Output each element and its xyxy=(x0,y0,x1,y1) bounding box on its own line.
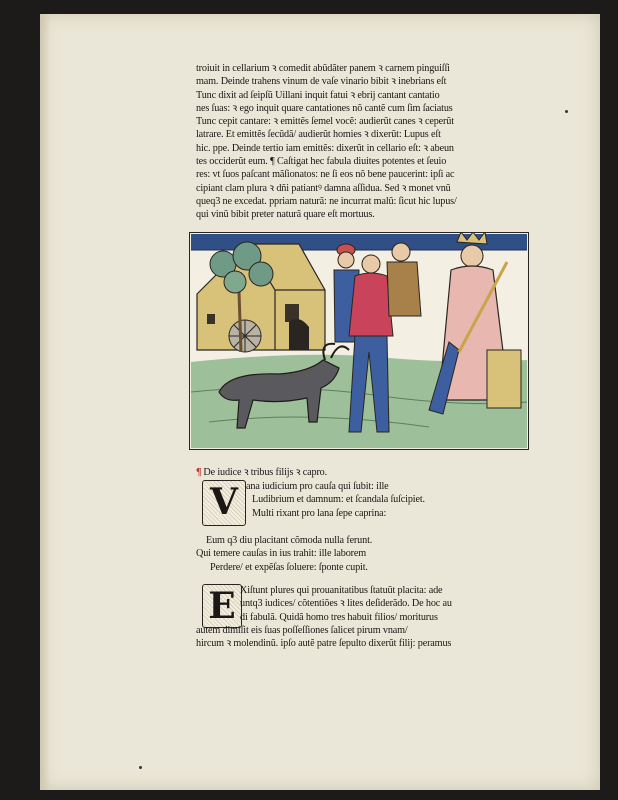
text-line: nes ſuas: ꝛ ego inquit quare cantationes nõ cantẽ cum ſim ſaciatus xyxy=(196,102,453,114)
verse-line: Qui temere cauſas in ius trahit: ille laborem xyxy=(196,548,367,560)
top-text-block xyxy=(196,62,540,222)
prose-line: Xiſtunt plures qui prouanitatibus ſtatuũt placita: ade xyxy=(240,585,443,596)
prose-line: autem dimiſit eis ſuas poſſeſſiones ſalicet pirum vnam/ xyxy=(196,625,408,636)
text-line: latrare. Et emittẽs ſecũdã/ audierũt homies ꝛ dixerũt: Lupus eſt xyxy=(196,129,441,141)
text-line: troiuit in cellarium ꝛ comedit abũdãter panem ꝛ carnem pinguiſſi xyxy=(196,63,450,74)
prose-line: untq3 iudices/ cõtentiões ꝛ lites deſiderãdo. De hoc au xyxy=(240,598,452,610)
verse-line: Ludibrium et damnum: et ſcandala ſuſcipiet. xyxy=(252,494,425,506)
section-title: De iudice ꝛ tribus filijs ꝛ capro. xyxy=(203,467,328,478)
prose-line: hircum ꝛ molendinũ. ipſo autẽ patre ſepulto dixerũt filij: peramus xyxy=(196,638,452,650)
verse-block-continued xyxy=(196,534,540,574)
verse-line: Eum q3 diu placitant cõmoda nulla ferunt. xyxy=(206,535,373,546)
woodcut-illustration xyxy=(189,232,529,450)
prose-block xyxy=(240,584,540,624)
verse-line: ana iudicium pro cauſa qui ſubit: ille xyxy=(246,481,389,492)
ink-speck xyxy=(565,110,568,113)
text-line: Tunc dixit ad ſeipſũ Uillani inquit fatui ꝛ ebrij cantant cantatio xyxy=(196,89,440,101)
text-line: qui vinũ bibit preter naturã quare eſt mortuus. xyxy=(196,209,375,221)
text-line: res: vt ſuos paſcant mãſionatos: ne ſi eos nõ bene paucerint: ipſi ac xyxy=(196,169,455,181)
text-line: mam. Deinde trahens vinum de vaſe vinario bibit ꝛ inebrians eſt xyxy=(196,76,447,88)
pilcrow-mark: ¶ xyxy=(196,467,202,478)
verse-line: Perdere/ et expẽſas ſoluere: ſponte cupit. xyxy=(210,561,368,573)
prose-block-continued xyxy=(196,624,540,651)
ink-speck xyxy=(139,766,142,769)
text-line: queq3 ne excedat. ppriam naturã: ne incurrat malũ: ſicut hic lupus/ xyxy=(196,195,457,207)
section-title-line xyxy=(196,466,540,479)
text-line: tes occiderũt eum. ¶ Caſtigat hec fabula diuites potentes et ſeuio xyxy=(196,156,447,168)
text-line: cipiant clam plura ꝛ dñi patiantꝰ damna aſſidua. Sed ꝛ monet vnũ xyxy=(196,182,451,194)
prose-line: di fabulã. Quidã homo tres habuit filios/ moriturus xyxy=(240,611,438,623)
verse-initial: V xyxy=(202,480,246,526)
text-line: Tunc cepit cantare: ꝛ emittẽs ſemel vocẽ: audierũt canes ꝛ ceperũt xyxy=(196,116,454,128)
text-line: hic. ppe. Deinde tertio iam emittẽs: dixerũt in cellario eſt: ꝛ abeun xyxy=(196,142,454,154)
prose-initial: E xyxy=(202,584,242,628)
verse-block xyxy=(226,480,526,520)
verse-line: Multi rixant pro lana ſepe caprina: xyxy=(252,507,387,519)
